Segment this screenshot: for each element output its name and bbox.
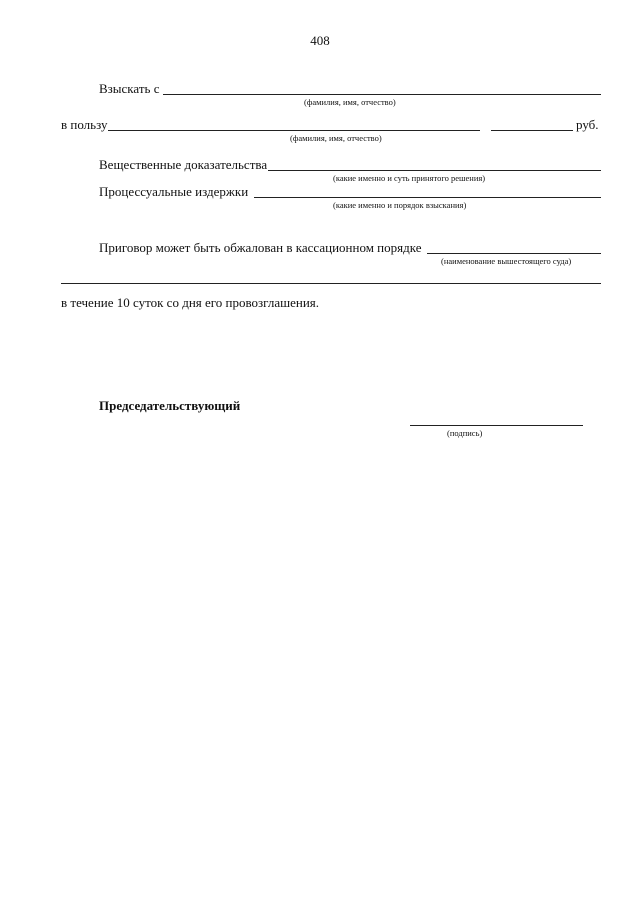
vzyskat-caption: (фамилия, имя, отчество) <box>304 97 396 107</box>
v-polzu-caption: (фамилия, имя, отчество) <box>290 133 382 143</box>
vzyskat-label: Взыскать с <box>99 81 160 96</box>
signature-caption: (подпись) <box>447 428 483 438</box>
vzyskat-line[interactable] <box>163 94 601 95</box>
v-polzu-name-line[interactable] <box>108 130 480 131</box>
appeal-full-line[interactable] <box>61 283 601 284</box>
v-polzu-amount-line[interactable] <box>491 130 573 131</box>
v-polzu-label: в пользу <box>61 117 108 132</box>
page-number: 408 <box>310 33 330 48</box>
currency-label: руб. <box>576 117 599 132</box>
appeal-deadline: в течение 10 суток со дня его провозглашения. <box>61 295 320 310</box>
appeal-caption: (наименование вышестоящего суда) <box>441 256 572 266</box>
presiding-label: Председательствующий <box>99 398 241 413</box>
evidence-line[interactable] <box>268 170 601 171</box>
signature-line[interactable] <box>410 425 583 426</box>
costs-label: Процессуальные издержки <box>99 184 249 199</box>
appeal-label: Приговор может быть обжалован в кассационном порядке <box>99 240 422 255</box>
evidence-caption: (какие именно и суть принятого решения) <box>333 173 486 183</box>
costs-caption: (какие именно и порядок взыскания) <box>333 200 467 210</box>
costs-line[interactable] <box>254 197 601 198</box>
evidence-label: Вещественные доказательства <box>99 157 268 172</box>
appeal-court-line[interactable] <box>427 253 601 254</box>
